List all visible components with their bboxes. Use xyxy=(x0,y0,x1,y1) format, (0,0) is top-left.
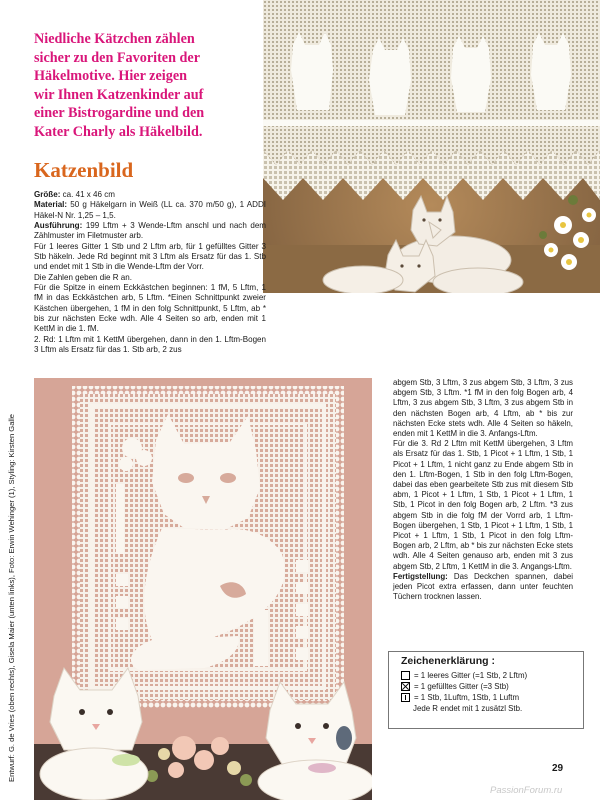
finishing-label: Fertigstellung: xyxy=(393,571,448,581)
size-paragraph xyxy=(34,190,266,200)
intro-line: sicher zu den Favoriten der xyxy=(34,49,201,66)
legend-row xyxy=(401,670,573,681)
finishing-paragraph xyxy=(393,572,573,603)
intro-line: einer Bistrogardine und den xyxy=(34,105,205,122)
cat-doily-graphic xyxy=(34,378,372,800)
instruction-paragraph: Für die Spitze in einem Eckkästchen beginnen: 1 fM, 5 Lftm, 1 fM in das Eckkästchen arb, 5 Lftm. *Einen Schnittpunkt zweier Kästchen übergehen, 1 fM in den folg Schnittpunkt, 5 Lftm, ab * bis zur nächsten Ecke wdh. Alle 4 Seiten so arb, enden mit 1 KettM in die 1. fM. xyxy=(34,283,266,334)
execution-paragraph xyxy=(34,221,266,242)
page-number: 29 xyxy=(552,763,564,774)
section-title: Katzenbild xyxy=(34,158,134,182)
instructions-left xyxy=(34,190,266,356)
intro-line: wir Ihnen Katzenkinder auf xyxy=(34,86,204,103)
legend-row xyxy=(401,681,573,692)
finishing-text: Das Deckchen spannen, dabei jeden Picot extra erfassen, dann unter feuchten Tüchern trocknen lassen. xyxy=(393,571,573,602)
photo-credit: Entwurf: G. de Vries (oben rechts), Gisela Maier (unten links), Foto: Erwin Wehinger (1), Styling: Kirsten Galle xyxy=(7,413,16,782)
cat-doily-photo xyxy=(34,378,372,800)
intro-line: Niedliche Kätzchen zählen xyxy=(34,31,195,47)
curtain-photo-graphic xyxy=(263,0,600,293)
bar-square-icon xyxy=(401,693,410,702)
empty-square-icon xyxy=(401,671,410,680)
legend-item: = 1 leeres Gitter (=1 Stb, 2 Lftm) xyxy=(414,671,528,680)
intro-text xyxy=(34,30,266,142)
material-text: 50 g Häkelgarn in Weiß (LL ca. 370 m/50 g), 1 ADDI Häkel-N Nr. 1,25 – 1,5. xyxy=(34,200,266,220)
material-label: Material: xyxy=(34,200,68,210)
crossed-square-icon xyxy=(401,682,410,691)
execution-label: Ausführung: xyxy=(34,221,83,231)
intro-line: Kater Charly als Häkelbild. xyxy=(34,123,203,140)
instruction-paragraph: Die Zahlen geben die R an. xyxy=(34,272,132,282)
legend-row xyxy=(401,692,573,703)
watermark: PassionForum.ru xyxy=(490,785,563,796)
instruction-paragraph: abgem Stb, 3 Lftm, 3 zus abgem Stb, 3 Lftm, 3 zus abgem Stb, 3 Lftm. *1 fM in den folg Bogen arb, 4 Lftm, 3 zus abgem Stb, 3 Lftm, 3 zus abgem Stb in den nächsten Bogen arb, 4 Lftm, ab * bis zur nächsten Ecke stets wdh. Alle 4 Seiten so häkeln, enden mit 1 KettM in die 3. Anfangs-Lftm. xyxy=(393,378,573,439)
instruction-paragraph: Für die 3. Rd 2 Lftm mit KettM übergehen, 3 Lftm als Ersatz für das 1. Stb, 1 Picot + 1 Lftm, 1 Stb, 1 Picot + 1 Lftm, 1 nicht ganz zu Ende abgem Stb in den 1. Lftm-Bogen, 1 Stb in den folg Lftm-Bogen, dabei das eben gearbeitete Stb zus mit diesem Stb abm, 1 Picot + 1 Lftm, 1 Stb, 1 Picot + 1 Lftm, 1 Stb, 1 Picot in den folg Bogen arb, 2 Lftm. *3 zus abgem Stb in die folg fM der Vorrd arb, 1 Lftm-Bogen übergehen, 1 Stb, 1 Picot + 1 Lftm, 1 Stb, 1 Picot + 1 Lftm, 1 Stb, 1 Picot in den folg Lftm-Bogen arb, 2 Lftm, ab * bis zur nächsten Ecke stets wdh. Alle 4 Seiten genauso arb, enden mit 3 zus abgem Stb, 2 Lftm, 1 KettM in die 3. Angangs-Lftm. xyxy=(393,439,573,571)
intro-line: Häkelmotive. Hier zeigen xyxy=(34,68,188,85)
material-paragraph xyxy=(34,200,266,221)
instructions-right xyxy=(393,378,573,602)
instruction-paragraph: Für 1 leeres Gitter 1 Stb und 2 Lftm arb, für 1 gefülltes Gitter 3 Stb häkeln. Jede Rd beginnt mit 3 Lftm als Ersatz für das 1. Stb und endet mit 1 Stb in die Wende-Lftm der Vorr. xyxy=(34,241,266,272)
legend-item: = 1 Stb, 1Luftm, 1Stb, 1 Luftm xyxy=(414,693,520,702)
size-label: Größe: xyxy=(34,190,61,199)
curtain-photo xyxy=(263,0,600,293)
legend-note: Jede R endet mit 1 zusätzl Stb. xyxy=(413,704,523,713)
execution-text: 199 Lftm + 3 Wende-Lftm anschl und nach dem Zählmuster im Filetmuster arb. xyxy=(34,221,266,241)
legend-item: = 1 gefülltes Gitter (=3 Stb) xyxy=(414,682,509,691)
instruction-paragraph: 2. Rd: 1 Lftm mit 1 KettM übergehen, dann in den 1. Lftm-Bogen 3 Lftm als Ersatz für das 1. Stb arb, 2 zus xyxy=(34,334,266,355)
size-text: ca. 41 x 46 cm xyxy=(60,190,115,199)
legend-heading: Zeichenerklärung : xyxy=(401,655,495,667)
symbol-legend xyxy=(388,651,584,729)
